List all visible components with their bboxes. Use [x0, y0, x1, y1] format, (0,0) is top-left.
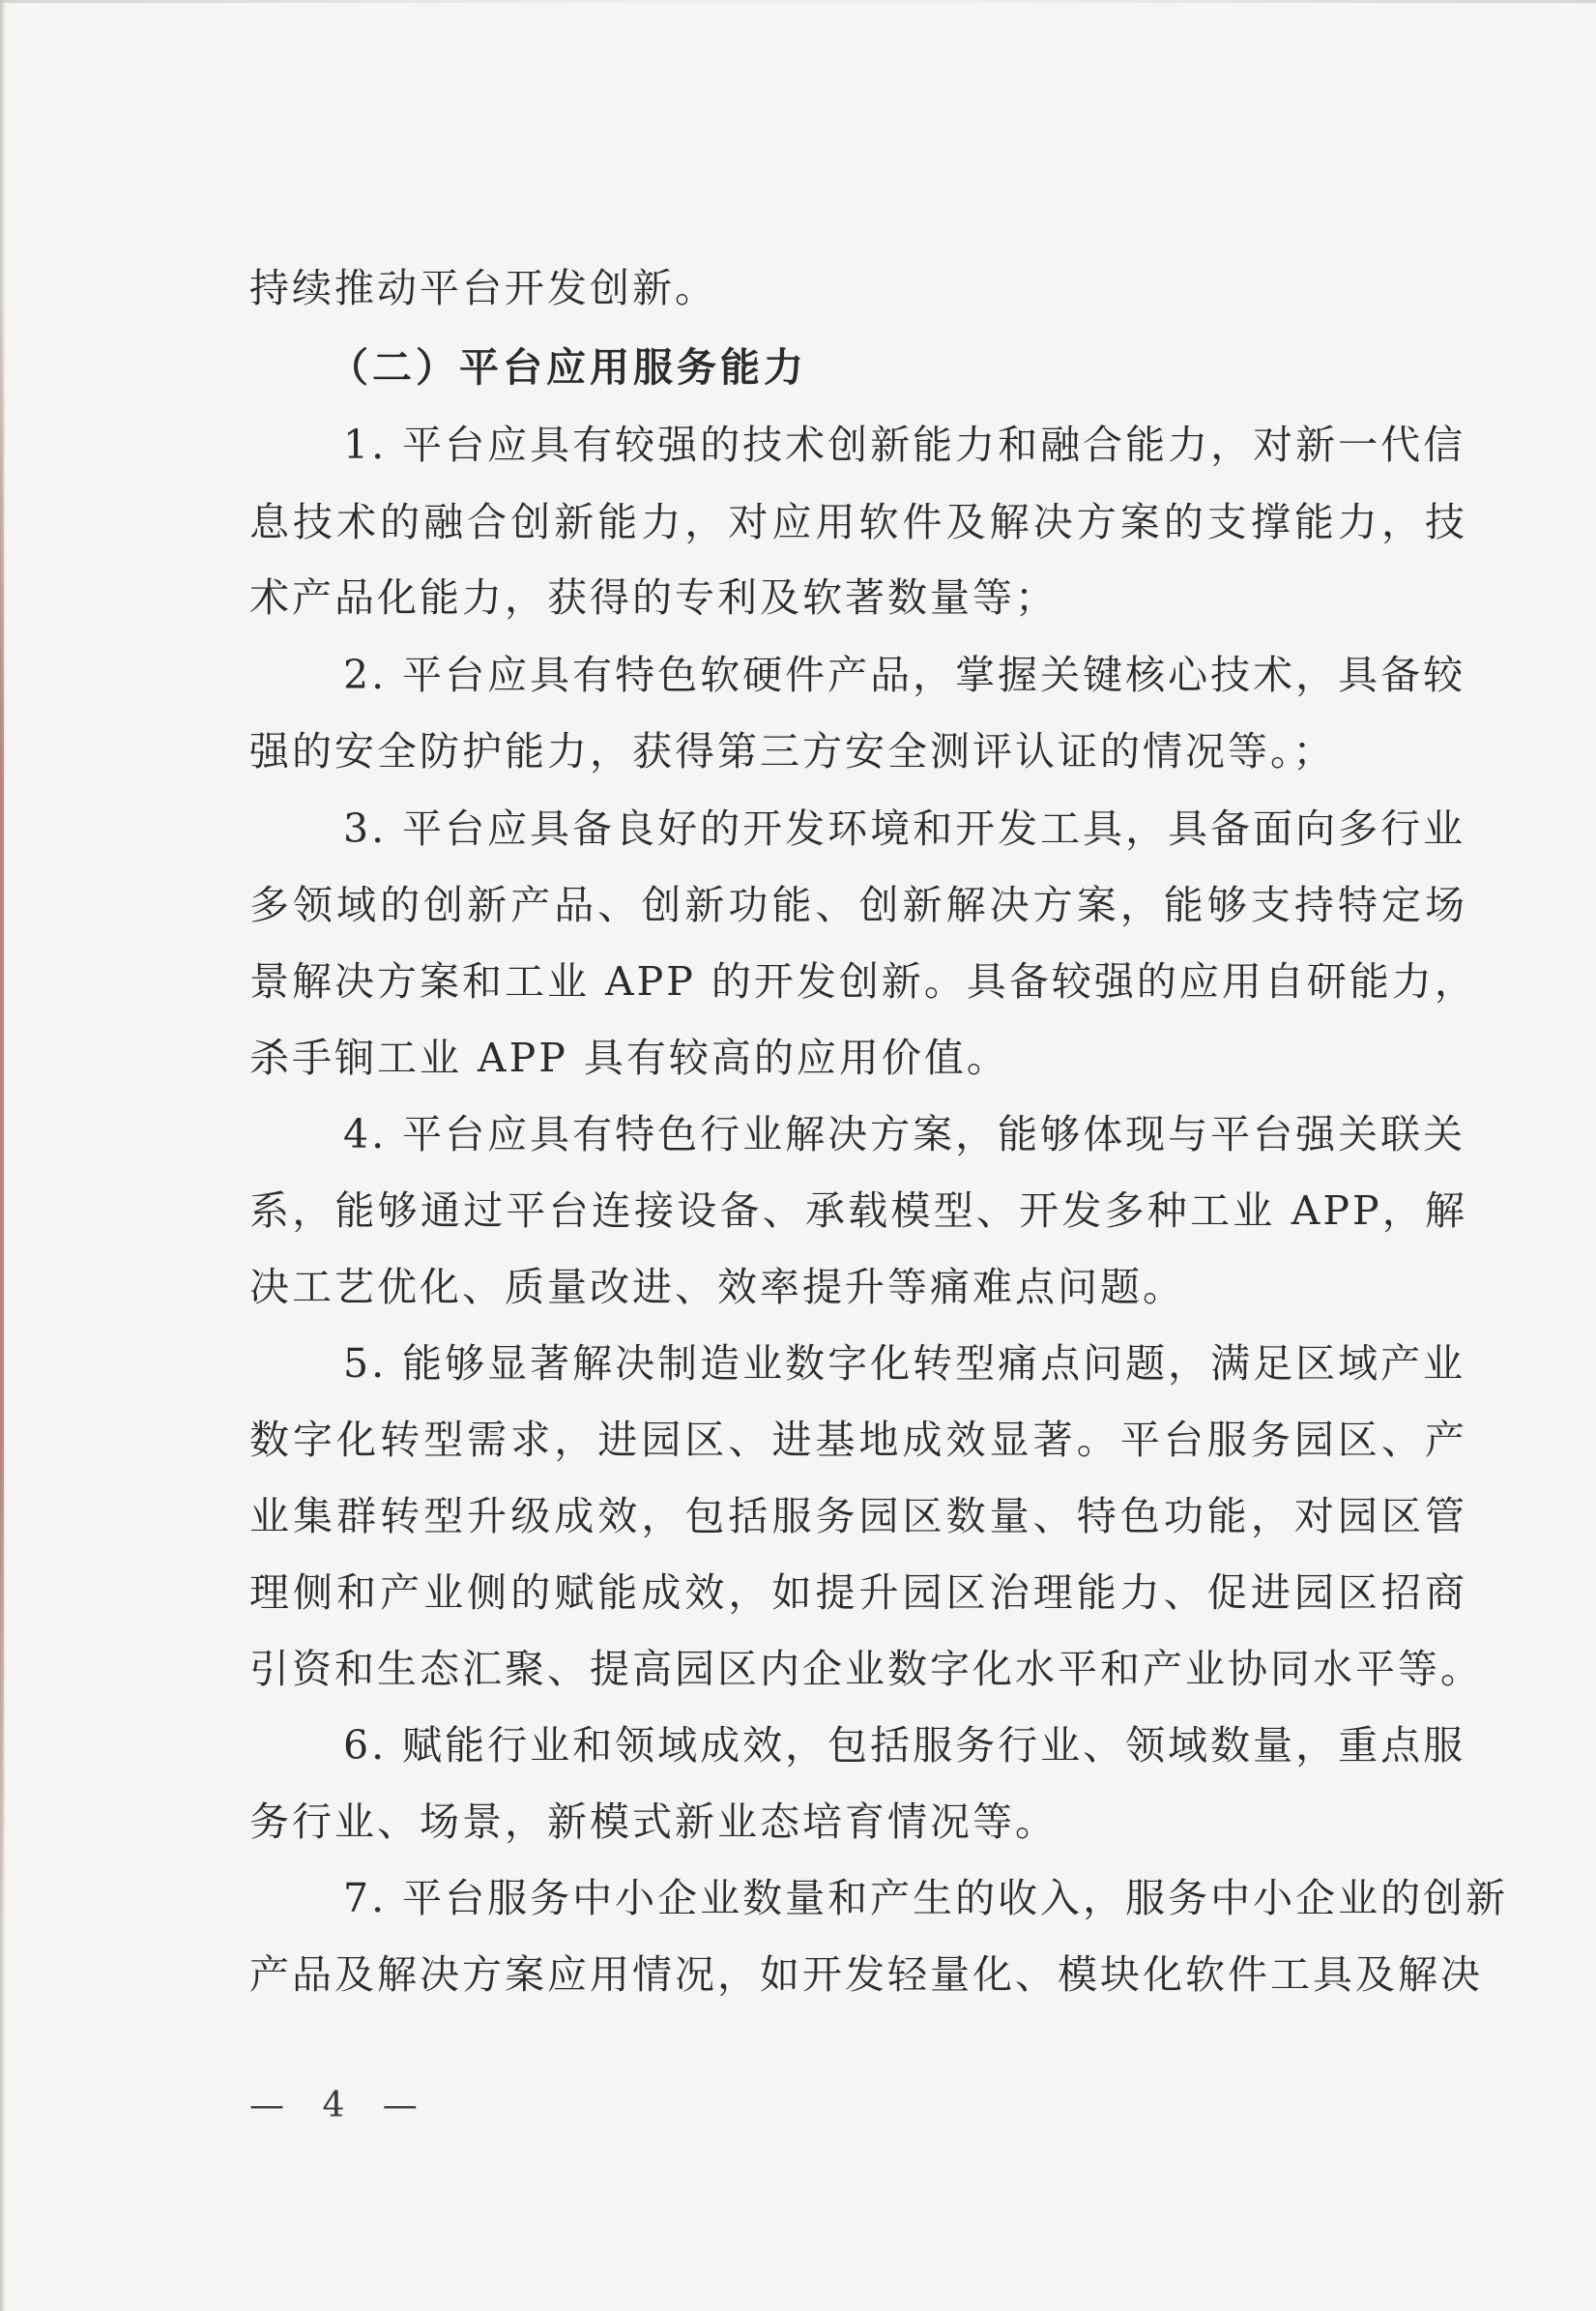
- paragraph-1-line-2: 息技术的融合创新能力，对应用软件及解决方案的支撑能力，技: [249, 499, 1467, 545]
- paragraph-5-line-1: 5. 能够显著解决制造业数字化转型痛点问题，满足区域产业: [343, 1340, 1466, 1387]
- paragraph-2-line-2: 强的安全防护能力，获得第三方安全测评认证的情况等。；: [249, 728, 1336, 775]
- paragraph-3-line-3: 景解决方案和工业 APP 的开发创新。具备较强的应用自研能力，: [249, 958, 1477, 1005]
- section-heading: （二）平台应用服务能力: [329, 344, 807, 391]
- paragraph-3-line-4: 杀手锏工业 APP 具有较高的应用价值。: [249, 1035, 1009, 1081]
- paragraph-5-line-3: 业集群转型升级成效，包括服务园区数量、特色功能，对园区管: [249, 1493, 1467, 1539]
- paragraph-7-line-2: 产品及解决方案应用情况，如开发轻量化、模块化软件工具及解决: [249, 1951, 1483, 1998]
- paragraph-6-line-2: 务行业、场景，新模式新业态培育情况等。: [249, 1799, 1058, 1845]
- paragraph-4-line-2: 系，能够通过平台连接设备、承载模型、开发多种工业 APP，解: [249, 1187, 1467, 1234]
- paragraph-5-line-4: 理侧和产业侧的赋能成效，如提升园区治理能力、促进园区招商: [249, 1569, 1467, 1616]
- binding-edge-mark: [0, 290, 4, 1934]
- paragraph-4-line-1: 4. 平台应具有特色行业解决方案，能够体现与平台强关联关: [343, 1111, 1466, 1157]
- paragraph-4-line-3: 决工艺优化、质量改进、效率提升等痛难点问题。: [249, 1264, 1185, 1310]
- text-line-continuation: 持续推动平台开发创新。: [249, 265, 717, 311]
- paragraph-6-line-1: 6. 赋能行业和领域成效，包括服务行业、领域数量，重点服: [343, 1722, 1466, 1769]
- paragraph-5-line-2: 数字化转型需求，进园区、进基地成效显著。平台服务园区、产: [249, 1417, 1467, 1463]
- paragraph-7-line-1: 7. 平台服务中小企业数量和产生的收入，服务中小企业的创新: [343, 1875, 1509, 1921]
- paragraph-3-line-1: 3. 平台应具备良好的开发环境和开发工具，具备面向多行业: [343, 805, 1466, 852]
- page-top-edge: [0, 0, 1596, 3]
- page-number: — 4 —: [249, 2086, 431, 2125]
- paragraph-2-line-1: 2. 平台应具有特色软硬件产品，掌握关键核心技术，具备较: [343, 652, 1466, 698]
- paragraph-1-line-1: 1. 平台应具有较强的技术创新能力和融合能力，对新一代信: [343, 422, 1466, 468]
- paragraph-1-line-3: 术产品化能力，获得的专利及软著数量等；: [249, 574, 1058, 621]
- paragraph-5-line-5: 引资和生态汇聚、提高园区内企业数字化水平和产业协同水平等。: [249, 1646, 1483, 1692]
- paragraph-3-line-2: 多领域的创新产品、创新功能、创新解决方案，能够支持特定场: [249, 882, 1467, 928]
